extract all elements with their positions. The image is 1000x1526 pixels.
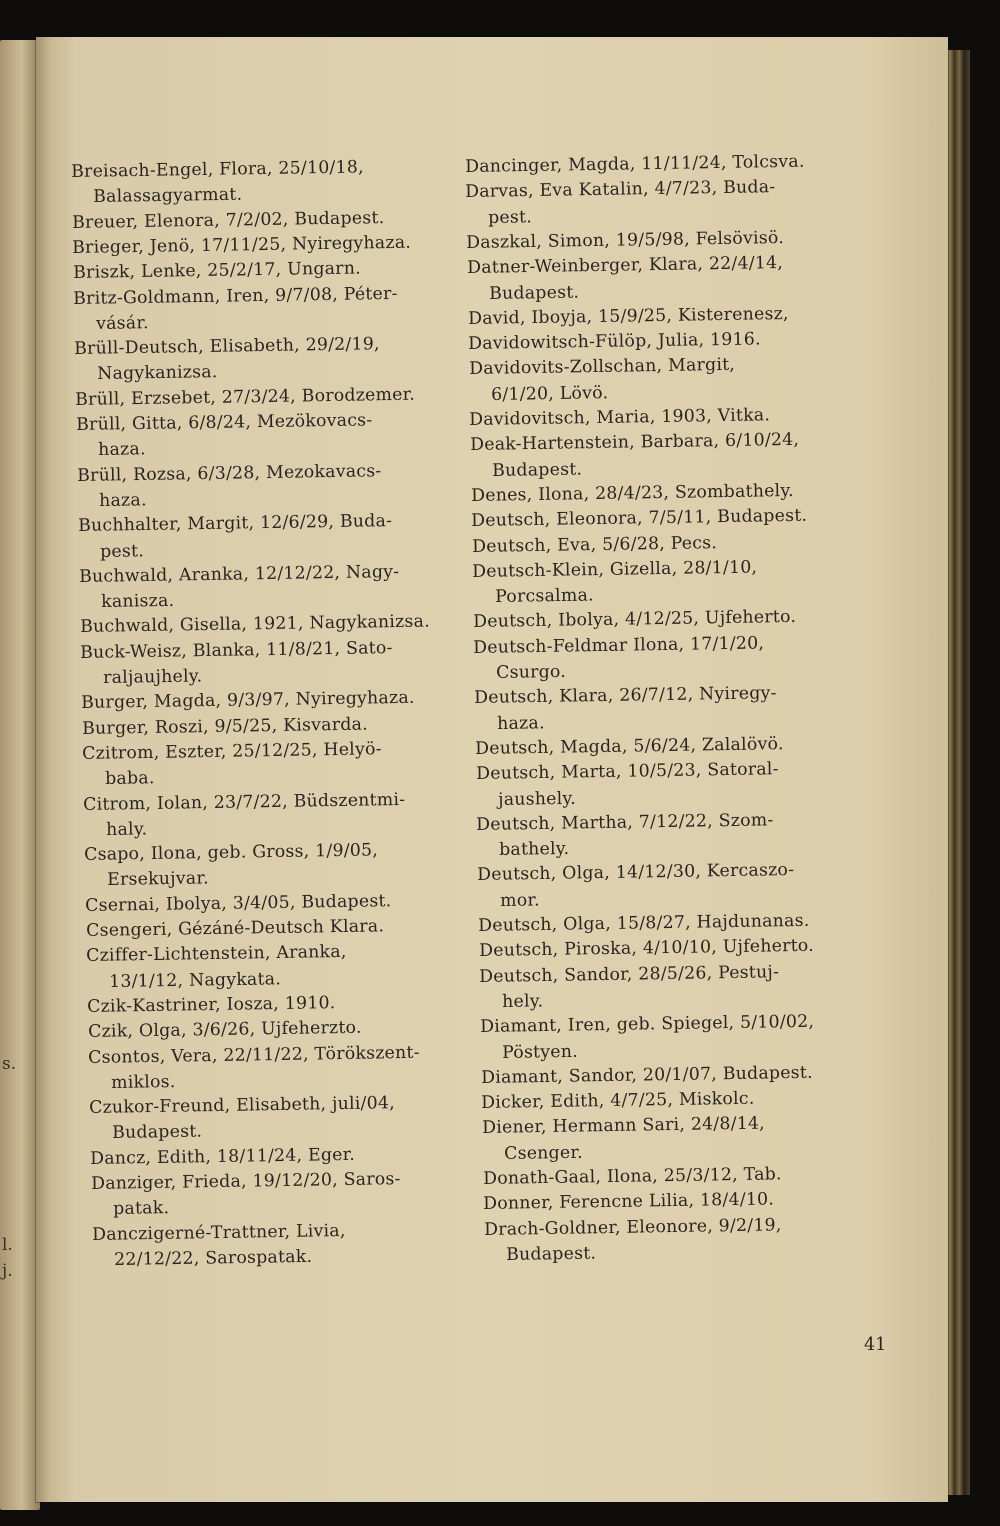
listing-line: Csenger. <box>504 1142 584 1164</box>
listing-line: Deutsch, Klara, 26/7/12, Nyiregy- <box>474 683 778 709</box>
listing-line: Brüll-Deutsch, Elisabeth, 29/2/19, <box>74 334 381 360</box>
listing-line: Donath-Gaal, Ilona, 25/3/12, Tab. <box>482 1164 782 1190</box>
listing-line: kanisza. <box>101 590 175 613</box>
listing-line: David, Iboyja, 15/9/25, Kisterenesz, <box>467 303 789 329</box>
listing-line: Donner, Ferencne Lilia, 18/4/10. <box>483 1189 775 1215</box>
listing-line: Dicker, Edith, 4/7/25, Miskolc. <box>481 1088 756 1114</box>
listing-line: Budapest. <box>111 1122 202 1144</box>
listing-line: Czukor-Freund, Elisabeth, juli/04, <box>89 1093 396 1119</box>
listing-line: haly. <box>105 819 148 840</box>
listing-line: Brüll, Rozsa, 6/3/28, Mezokavacs- <box>76 460 382 486</box>
listing-line: pest. <box>100 540 145 562</box>
listing-line: Davidovitsch, Maria, 1903, Vitka. <box>469 405 771 431</box>
listing-line: haza. <box>98 439 147 461</box>
listing-line: Breisach-Engel, Flora, 25/10/18, <box>71 157 364 182</box>
listing-line: Diamant, Iren, geb. Spiegel, 5/10/02, <box>480 1012 815 1038</box>
listing-line: Deutsch, Ibolya, 4/12/25, Ujfeherto. <box>472 607 797 633</box>
listing-line: Csontos, Vera, 22/11/22, Törökszent- <box>88 1042 420 1068</box>
listing-line: miklos. <box>110 1071 176 1093</box>
listing-line: Diener, Hermann Sari, 24/8/14, <box>481 1114 765 1139</box>
listing-line: Pöstyen. <box>502 1041 579 1063</box>
listing-line: Deutsch-Feldmar Ilona, 17/1/20, <box>473 633 765 658</box>
listing-line: bathely. <box>498 839 570 861</box>
listing-line: Deutsch, Piroska, 4/10/10, Ujfeherto. <box>478 936 814 962</box>
listing-line: Csapo, Ilona, geb. Gross, 1/9/05, <box>84 840 379 866</box>
margin-fragment: s. <box>2 1054 17 1074</box>
listing-line: Deutsch, Marta, 10/5/23, Satoral- <box>475 759 779 785</box>
margin-fragment: l. <box>2 1235 13 1255</box>
listing-line: Datner-Weinberger, Klara, 22/4/14, <box>466 253 783 279</box>
listing-line: Deutsch, Martha, 7/12/22, Szom- <box>476 810 775 835</box>
listing-line: 6/1/20, Lövö. <box>490 382 609 405</box>
listing-line: Deutsch, Sandor, 28/5/26, Pestuj- <box>479 961 780 987</box>
listing-line: Brüll, Erzsebet, 27/3/24, Borodzemer. <box>75 384 416 410</box>
listing-line: Deak-Hartenstein, Barbara, 6/10/24, <box>469 430 800 456</box>
listing-line: Deutsch, Olga, 15/8/27, Hajdunanas. <box>478 910 810 937</box>
listing-line: haza. <box>99 490 148 511</box>
listing-line: Denes, Ilona, 28/4/23, Szombathely. <box>470 480 794 506</box>
listing-line: Davidowitsch-Fülöp, Julia, 1916. <box>468 329 762 355</box>
listing-line: Daszkal, Simon, 19/5/98, Felsövisö. <box>466 227 785 253</box>
listing-line: Balassagyarmat. <box>93 184 243 208</box>
listing-line: Deutsch, Eleonora, 7/5/11, Budapest. <box>471 505 808 532</box>
listing-line: Dancz, Edith, 18/11/24, Eger. <box>90 1144 356 1169</box>
page-stack-edge <box>946 50 970 1495</box>
listing-line: Csernai, Ibolya, 3/4/05, Budapest. <box>85 890 392 916</box>
listing-line: 13/1/12, Nagykata. <box>108 968 281 992</box>
listing-line: Deutsch, Eva, 5/6/28, Pecs. <box>471 532 717 557</box>
listing-line: Czitrom, Eszter, 25/12/25, Helyö- <box>82 739 383 764</box>
listing-line: 22/12/22, Sarospatak. <box>114 1246 313 1270</box>
listing-line: Porcsalma. <box>494 585 594 608</box>
listing-line: Brieger, Jenö, 17/11/25, Nyiregyhaza. <box>72 232 412 258</box>
listing-line: Buchhalter, Margit, 12/6/29, Buda- <box>77 511 393 537</box>
listing-line: mor. <box>499 890 540 911</box>
listing-line: Csurgo. <box>495 661 567 684</box>
listing-line: Britz-Goldmann, Iren, 9/7/08, Péter- <box>73 283 399 309</box>
listing-line: Davidovits-Zollschan, Margit, <box>468 355 735 380</box>
listing-line: Deutsch, Olga, 14/12/30, Kercaszo- <box>477 860 795 886</box>
listing-line: Csengeri, Gézáné-Deutsch Klara. <box>85 916 384 942</box>
page-number: 41 <box>864 1335 887 1355</box>
listing-line: Deutsch, Magda, 5/6/24, Zalalövö. <box>475 734 784 759</box>
listing-line: baba. <box>104 768 155 790</box>
listing-line: Darvas, Eva Katalin, 4/7/23, Buda- <box>465 177 777 203</box>
listing-line: patak. <box>113 1198 170 1220</box>
book-page <box>36 37 948 1502</box>
listing-line: Budapest. <box>506 1243 597 1265</box>
listing-line: Brüll, Gitta, 6/8/24, Mezökovacs- <box>75 410 373 436</box>
listing-line: Budapest. <box>492 459 583 481</box>
listing-line: Diamant, Sandor, 20/1/07, Budapest. <box>480 1062 813 1088</box>
listing-line: Cziffer-Lichtenstein, Aranka, <box>86 942 347 967</box>
listing-line: Buchwald, Gisella, 1921, Nagykanizsa. <box>79 611 430 638</box>
listing-line: jaushely. <box>498 788 577 810</box>
listing-line: Citrom, Iolan, 23/7/22, Büdszentmi- <box>83 789 406 815</box>
listing-line: Czik-Kastriner, Iosza, 1910. <box>87 993 336 1017</box>
listing-line: Czik, Olga, 3/6/26, Ujfeherzto. <box>87 1017 362 1043</box>
listing-line: Drach-Goldner, Eleonore, 9/2/19, <box>483 1215 782 1240</box>
listing-line: Dancinger, Magda, 11/11/24, Tolcsva. <box>465 151 805 177</box>
listing-line: Deutsch-Klein, Gizella, 28/1/10, <box>472 557 758 582</box>
listing-line: Burger, Roszi, 9/5/25, Kisvarda. <box>81 714 368 739</box>
listing-line: Buck-Weisz, Blanka, 11/8/21, Sato- <box>80 637 394 663</box>
listing-line: Buchwald, Aranka, 12/12/22, Nagy- <box>78 561 400 587</box>
listing-line: raljaujhely. <box>102 666 203 689</box>
listing-line: Danczigerné-Trattner, Livia, <box>91 1220 346 1245</box>
listing-line: Nagykanizsa. <box>96 362 218 385</box>
listing-line: Danziger, Frieda, 19/12/20, Saros- <box>90 1169 401 1195</box>
listing-line: Ersekujvar. <box>106 868 209 891</box>
listing-line: pest. <box>487 206 533 228</box>
listing-line: Breuer, Elenora, 7/2/02, Budapest. <box>71 207 385 233</box>
listing-line: haza. <box>496 712 545 734</box>
margin-fragment: j. <box>2 1261 13 1281</box>
listing-line: Burger, Magda, 9/3/97, Nyiregyhaza. <box>81 688 416 714</box>
listing-line: Briszk, Lenke, 25/2/17, Ungarn. <box>72 258 361 284</box>
left-page-edge <box>0 40 40 1510</box>
listing-line: vásár. <box>95 312 149 334</box>
listing-line: Budapest. <box>489 282 580 304</box>
listing-line: hely. <box>501 991 543 1012</box>
